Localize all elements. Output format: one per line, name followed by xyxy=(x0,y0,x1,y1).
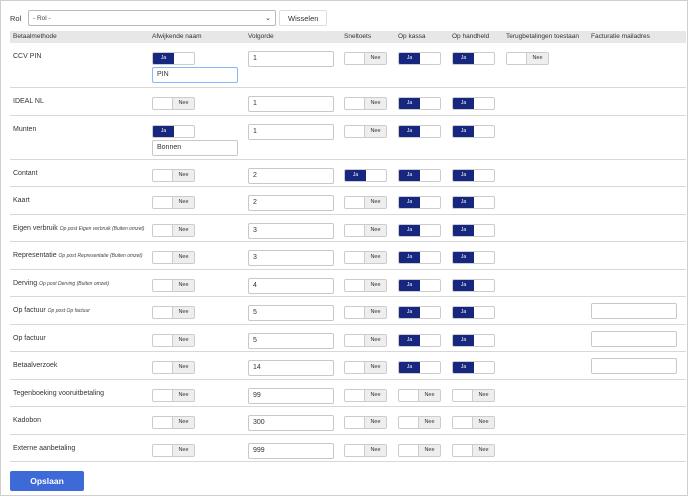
op-handheld-toggle[interactable] xyxy=(452,169,495,182)
table-row xyxy=(10,435,686,462)
betaalmethode-name xyxy=(13,390,104,397)
toggle-off-label: Nee xyxy=(172,170,194,181)
afwijkende-naam-input[interactable]: Bonnen xyxy=(152,140,238,156)
toggle-on-label: Ja xyxy=(399,197,420,208)
facturatie-mailadres-input[interactable] xyxy=(591,358,677,374)
afwijkende-naam-toggle[interactable] xyxy=(152,224,195,237)
toggle-off-label: Nee xyxy=(472,390,494,401)
afwijkende-naam-toggle[interactable] xyxy=(152,334,195,347)
op-kassa-toggle[interactable] xyxy=(398,416,441,429)
toggle-on-label: Ja xyxy=(453,197,474,208)
toggle-off-label: Nee xyxy=(172,307,194,318)
toggle-on-label: Ja xyxy=(399,170,420,181)
sneltoets-toggle[interactable] xyxy=(344,279,387,292)
chevron-down-icon: ⌄ xyxy=(265,15,271,22)
sneltoets-toggle[interactable] xyxy=(344,125,387,138)
toggle-off-label: Nee xyxy=(364,280,386,291)
betaalmethode-name xyxy=(13,362,57,369)
afwijkende-naam-toggle[interactable] xyxy=(152,416,195,429)
toggle-on-label: Ja xyxy=(399,126,420,137)
toggle-on-label: Ja xyxy=(399,280,420,291)
betaalmethode-sub: Op post Eigen verbruik (Buiten omzet) xyxy=(59,226,145,232)
table-row xyxy=(10,116,686,160)
betaalmethode-sub: Op post Derving (Buiten omzet) xyxy=(39,281,110,287)
toggle-off-label: Nee xyxy=(172,98,194,109)
header-facturatie-mailadres: Facturatie mailadres xyxy=(591,33,650,40)
afwijkende-naam-toggle[interactable] xyxy=(152,196,195,209)
op-kassa-toggle[interactable] xyxy=(398,224,441,237)
volgorde-input[interactable]: 2 xyxy=(248,168,334,184)
afwijkende-naam-toggle[interactable] xyxy=(152,389,195,402)
toggle-off-label: Nee xyxy=(172,225,194,236)
betaalmethode-label: Kaart xyxy=(13,197,30,204)
sneltoets-toggle[interactable] xyxy=(344,196,387,209)
op-handheld-toggle[interactable] xyxy=(452,196,495,209)
toggle-on-label: Ja xyxy=(153,126,174,137)
op-kassa-toggle[interactable] xyxy=(398,125,441,138)
sneltoets-toggle[interactable] xyxy=(344,361,387,374)
toggle-off-label: Nee xyxy=(172,252,194,263)
header-op-handheld: Op handheld xyxy=(452,33,490,40)
toggle-on-label: Ja xyxy=(345,170,366,181)
volgorde-input[interactable]: 5 xyxy=(248,333,334,349)
betaalmethode-label: Contant xyxy=(13,170,38,177)
toggle-on-label: Ja xyxy=(453,98,474,109)
toggle-off-label: Nee xyxy=(172,362,194,373)
op-kassa-toggle[interactable] xyxy=(398,251,441,264)
table-row xyxy=(10,242,686,270)
betaalmethode-label: Op factuur xyxy=(13,307,46,314)
afwijkende-naam-toggle[interactable] xyxy=(152,279,195,292)
betaalmethode-label: Representatie xyxy=(13,252,57,259)
op-handheld-toggle[interactable] xyxy=(452,334,495,347)
rol-select-value: - Rol - xyxy=(33,14,51,22)
table-row xyxy=(10,88,686,116)
table-row xyxy=(10,160,686,187)
op-handheld-toggle[interactable] xyxy=(452,97,495,110)
header-sneltoets: Sneltoets xyxy=(344,33,372,40)
volgorde-input[interactable]: 99 xyxy=(248,388,334,404)
facturatie-mailadres-input[interactable] xyxy=(591,331,677,347)
table-row xyxy=(10,215,686,242)
afwijkende-naam-toggle[interactable] xyxy=(152,125,195,138)
toggle-on-label: Ja xyxy=(399,98,420,109)
op-kassa-toggle[interactable] xyxy=(398,52,441,65)
toggle-on-label: Ja xyxy=(399,307,420,318)
betaalmethode-label: Tegenboeking vooruitbetaling xyxy=(13,390,105,397)
toggle-on-label: Ja xyxy=(399,53,420,64)
sneltoets-toggle[interactable] xyxy=(344,444,387,457)
betaalmethode-sub: Op post Representatie (Buiten omzet) xyxy=(58,253,143,259)
toggle-off-label: Nee xyxy=(172,197,194,208)
op-handheld-toggle[interactable] xyxy=(452,125,495,138)
toggle-on-label: Ja xyxy=(399,335,420,346)
betaalmethode-name xyxy=(13,53,41,60)
volgorde-input[interactable]: 3 xyxy=(248,250,334,266)
toggle-on-label: Ja xyxy=(453,126,474,137)
betaalmethode-label: CCV PIN xyxy=(13,53,42,60)
sneltoets-toggle[interactable] xyxy=(344,224,387,237)
volgorde-input[interactable]: 14 xyxy=(248,360,334,376)
rol-label: Rol xyxy=(10,13,22,23)
table-row xyxy=(10,325,686,352)
betaalmethode-label: Externe aanbetaling xyxy=(13,445,76,452)
toggle-off-label: Nee xyxy=(418,445,440,456)
table-row xyxy=(10,380,686,407)
op-kassa-toggle[interactable] xyxy=(398,196,441,209)
op-handheld-toggle[interactable] xyxy=(452,52,495,65)
afwijkende-naam-toggle[interactable] xyxy=(152,444,195,457)
toggle-on-label: Ja xyxy=(453,170,474,181)
header-afwijkende-naam: Afwijkende naam xyxy=(152,33,202,40)
betaalmethode-label: Eigen verbruik xyxy=(13,225,58,232)
toggle-on-label: Ja xyxy=(399,252,420,263)
toggle-on-label: Ja xyxy=(453,335,474,346)
toggle-off-label: Nee xyxy=(418,390,440,401)
betaalmethode-name xyxy=(13,335,46,342)
toggle-off-label: Nee xyxy=(364,307,386,318)
toggle-off-label: Nee xyxy=(172,390,194,401)
afwijkende-naam-toggle[interactable] xyxy=(152,251,195,264)
betaalmethode-label: Derving xyxy=(13,280,38,287)
op-handheld-toggle[interactable] xyxy=(452,361,495,374)
volgorde-input[interactable]: 1 xyxy=(248,124,334,140)
header-op-kassa: Op kassa xyxy=(398,33,426,40)
betaalmethode-label: Betaalverzoek xyxy=(13,362,58,369)
sneltoets-toggle[interactable] xyxy=(344,251,387,264)
op-kassa-toggle[interactable] xyxy=(398,169,441,182)
sneltoets-toggle[interactable] xyxy=(344,97,387,110)
rol-bar xyxy=(10,10,327,26)
rol-select[interactable] xyxy=(28,10,276,26)
toggle-on-label: Ja xyxy=(453,307,474,318)
toggle-off-label: Nee xyxy=(172,417,194,428)
sneltoets-toggle[interactable] xyxy=(344,169,387,182)
betaalmethode-name xyxy=(13,225,144,232)
toggle-off-label: Nee xyxy=(172,280,194,291)
sneltoets-toggle[interactable] xyxy=(344,52,387,65)
betaalmethode-name xyxy=(13,252,142,259)
op-handheld-toggle[interactable] xyxy=(452,279,495,292)
toggle-on-label: Ja xyxy=(453,225,474,236)
betaalmethode-name xyxy=(13,307,90,314)
betaalmethode-name xyxy=(13,98,44,105)
sneltoets-toggle[interactable] xyxy=(344,389,387,402)
volgorde-input[interactable]: 4 xyxy=(248,278,334,294)
op-kassa-toggle[interactable] xyxy=(398,389,441,402)
toggle-on-label: Ja xyxy=(153,53,174,64)
volgorde-input[interactable]: 300 xyxy=(248,415,334,431)
save-button[interactable]: Opslaan xyxy=(10,471,84,491)
toggle-on-label: Ja xyxy=(453,252,474,263)
afwijkende-naam-toggle[interactable] xyxy=(152,361,195,374)
table-row xyxy=(10,352,686,380)
toggle-off-label: Nee xyxy=(472,445,494,456)
table-row xyxy=(10,297,686,325)
toggle-off-label: Nee xyxy=(364,252,386,263)
volgorde-input[interactable]: 1 xyxy=(248,96,334,112)
volgorde-input[interactable]: 1 xyxy=(248,51,334,67)
toggle-off-label: Nee xyxy=(364,197,386,208)
betaalmethode-name xyxy=(13,197,30,204)
betaalmethode-name xyxy=(13,126,36,133)
sneltoets-toggle[interactable] xyxy=(344,306,387,319)
op-handheld-toggle[interactable] xyxy=(452,389,495,402)
betaalmethode-sub: Op post Op factuur xyxy=(47,308,90,314)
header-terugbetalingen: Terugbetalingen toestaan xyxy=(506,33,580,40)
betaalmethode-label: Op factuur xyxy=(13,335,46,342)
toggle-off-label: Nee xyxy=(172,445,194,456)
afwijkende-naam-toggle[interactable] xyxy=(152,52,195,65)
toggle-off-label: Nee xyxy=(418,417,440,428)
op-handheld-toggle[interactable] xyxy=(452,416,495,429)
op-handheld-toggle[interactable] xyxy=(452,251,495,264)
toggle-off-label: Nee xyxy=(364,53,386,64)
sneltoets-toggle[interactable] xyxy=(344,334,387,347)
op-handheld-toggle[interactable] xyxy=(452,306,495,319)
table-row xyxy=(10,270,686,297)
toggle-off-label: Nee xyxy=(364,335,386,346)
toggle-off-label: Nee xyxy=(364,417,386,428)
wissel-button[interactable]: Wisselen xyxy=(279,10,327,26)
afwijkende-naam-toggle[interactable] xyxy=(152,306,195,319)
toggle-off-label: Nee xyxy=(526,53,548,64)
volgorde-input[interactable]: 3 xyxy=(248,223,334,239)
op-kassa-toggle[interactable] xyxy=(398,97,441,110)
header-volgorde: Volgorde xyxy=(248,33,274,40)
op-kassa-toggle[interactable] xyxy=(398,334,441,347)
op-kassa-toggle[interactable] xyxy=(398,361,441,374)
betaalmethode-name xyxy=(13,280,109,287)
volgorde-input[interactable]: 5 xyxy=(248,305,334,321)
betaalmethode-name xyxy=(13,170,38,177)
toggle-off-label: Nee xyxy=(472,417,494,428)
toggle-on-label: Ja xyxy=(453,280,474,291)
toggle-off-label: Nee xyxy=(364,390,386,401)
op-handheld-toggle[interactable] xyxy=(452,224,495,237)
toggle-on-label: Ja xyxy=(399,225,420,236)
afwijkende-naam-input[interactable]: PIN xyxy=(152,67,238,83)
toggle-off-label: Nee xyxy=(364,126,386,137)
afwijkende-naam-toggle[interactable] xyxy=(152,97,195,110)
volgorde-input[interactable]: 2 xyxy=(248,195,334,211)
facturatie-mailadres-input[interactable] xyxy=(591,303,677,319)
betaalmethode-label: Munten xyxy=(13,126,37,133)
toggle-off-label: Nee xyxy=(364,98,386,109)
toggle-off-label: Nee xyxy=(364,362,386,373)
table-row xyxy=(10,43,686,88)
table-row xyxy=(10,187,686,215)
betaalmethode-label: Kadobon xyxy=(13,417,42,424)
op-kassa-toggle[interactable] xyxy=(398,306,441,319)
betaalmethode-label: IDEAL NL xyxy=(13,98,44,105)
toggle-on-label: Ja xyxy=(399,362,420,373)
toggle-on-label: Ja xyxy=(453,53,474,64)
afwijkende-naam-toggle[interactable] xyxy=(152,169,195,182)
terugbetalingen-toggle[interactable] xyxy=(506,52,549,65)
toggle-off-label: Nee xyxy=(172,335,194,346)
betaalmethode-name xyxy=(13,445,75,452)
toggle-off-label: Nee xyxy=(364,445,386,456)
header-betaalmethode: Betaalmethode xyxy=(13,33,57,40)
op-kassa-toggle[interactable] xyxy=(398,444,441,457)
toggle-off-label: Nee xyxy=(364,225,386,236)
toggle-on-label: Ja xyxy=(453,362,474,373)
betaalmethode-name xyxy=(13,417,41,424)
table-row xyxy=(10,407,686,435)
op-handheld-toggle[interactable] xyxy=(452,444,495,457)
volgorde-input[interactable]: 999 xyxy=(248,443,334,459)
table-header xyxy=(10,31,686,43)
sneltoets-toggle[interactable] xyxy=(344,416,387,429)
op-kassa-toggle[interactable] xyxy=(398,279,441,292)
